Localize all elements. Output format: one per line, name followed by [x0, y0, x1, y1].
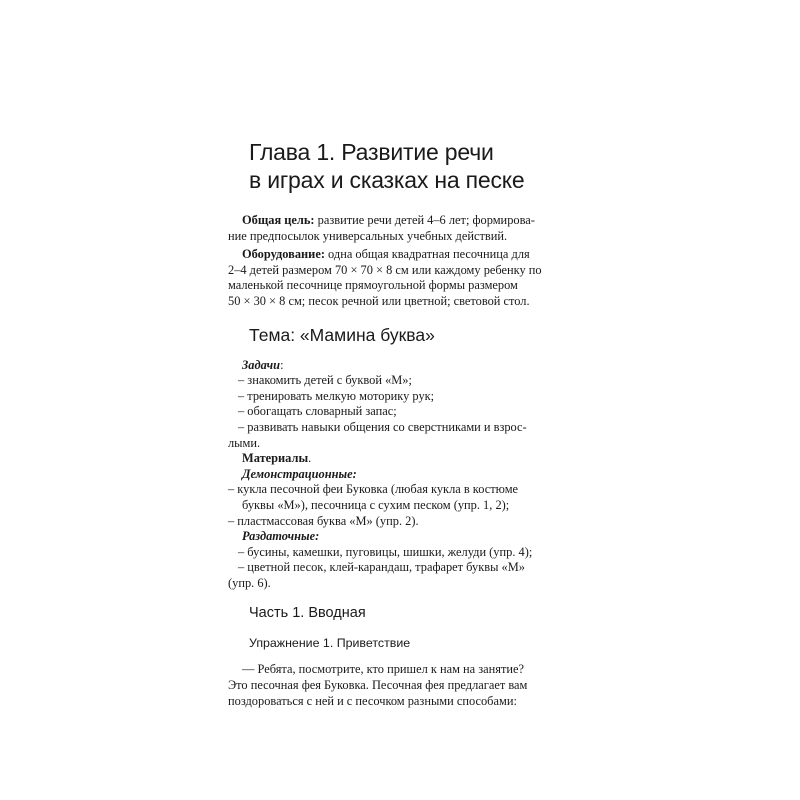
goal-label: Общая цель: — [242, 213, 315, 227]
equipment-text-line-4: 50 × 30 × 8 см; песок речной или цветной; световой стол. — [228, 293, 530, 308]
task-item: – знакомить детей с буквой «М»; — [238, 373, 412, 388]
tasks-label: Задачи — [242, 357, 281, 372]
book-page — [228, 138, 560, 709]
task-item: – обогащать словарный запас; — [238, 404, 397, 419]
demo-materials-label: Демонстрационные: — [242, 466, 357, 481]
materials-section — [228, 451, 560, 591]
goal-text-rest: ние предпосылок универсальных учебных действий. — [228, 228, 508, 243]
chapter-title-line-1: Глава 1. Развитие речи — [249, 139, 494, 165]
dialog-paragraph — [228, 662, 560, 709]
theme-title: Тема: «Мамина буква» — [249, 324, 435, 345]
equipment-text-line-3: маленькой песочнице прямоугольной формы размером — [228, 278, 518, 293]
equipment-label: Оборудование: — [242, 247, 325, 262]
exercise-title: Упражнение 1. Приветствие — [249, 636, 411, 651]
dialog-line-2: Это песочная фея Буковка. Песочная фея предлагает вам — [228, 678, 528, 693]
materials-heading — [228, 451, 560, 467]
equipment-paragraph — [228, 247, 560, 309]
handout-material-item-continuation: (упр. 6). — [228, 575, 271, 590]
handout-material-item: – бусины, камешки, пуговицы, шишки, желуди (упр. 4); — [238, 544, 533, 559]
demo-material-item: – кукла песочной феи Буковка (любая кукла в костюме — [228, 482, 519, 497]
materials-period: . — [308, 451, 312, 466]
equipment-text-line-2: 2–4 детей размером 70 × 70 × 8 см или каждому ребенку по — [228, 262, 542, 277]
goal-text-line-1: развитие речи детей 4–6 лет; формирова- — [314, 213, 535, 227]
task-item-continuation: лыми. — [228, 435, 261, 450]
materials-label: Материалы — [242, 451, 309, 466]
tasks-colon: : — [280, 357, 284, 372]
demo-material-item-continuation: буквы «М»), песочница с сухим песком (упр. 1, 2); — [242, 497, 510, 512]
intro-block — [228, 213, 560, 310]
handout-material-item: – цветной песок, клей-карандаш, трафарет буквы «М» — [238, 560, 525, 575]
equipment-text-line-1: одна общая квадратная песочница для — [324, 247, 530, 262]
dialog-line-1: — Ребята, посмотрите, кто пришел к нам на занятие? — [242, 662, 525, 677]
task-item: – тренировать мелкую моторику рук; — [238, 388, 435, 403]
dialog-line-3: поздороваться с ней и с песочком разными способами: — [228, 693, 517, 708]
part-title: Часть 1. Вводная — [249, 605, 366, 622]
demo-material-item: – пластмассовая буква «М» (упр. 2). — [228, 513, 419, 528]
chapter-title-line-2: в играх и сказках на песке — [249, 167, 525, 193]
goal-paragraph — [228, 213, 560, 244]
handout-materials-label: Раздаточные: — [242, 529, 320, 544]
chapter-title — [249, 138, 560, 194]
tasks-heading — [228, 358, 560, 374]
task-item: – развивать навыки общения со сверстниками и взрос- — [238, 419, 527, 434]
tasks-section — [228, 358, 560, 452]
